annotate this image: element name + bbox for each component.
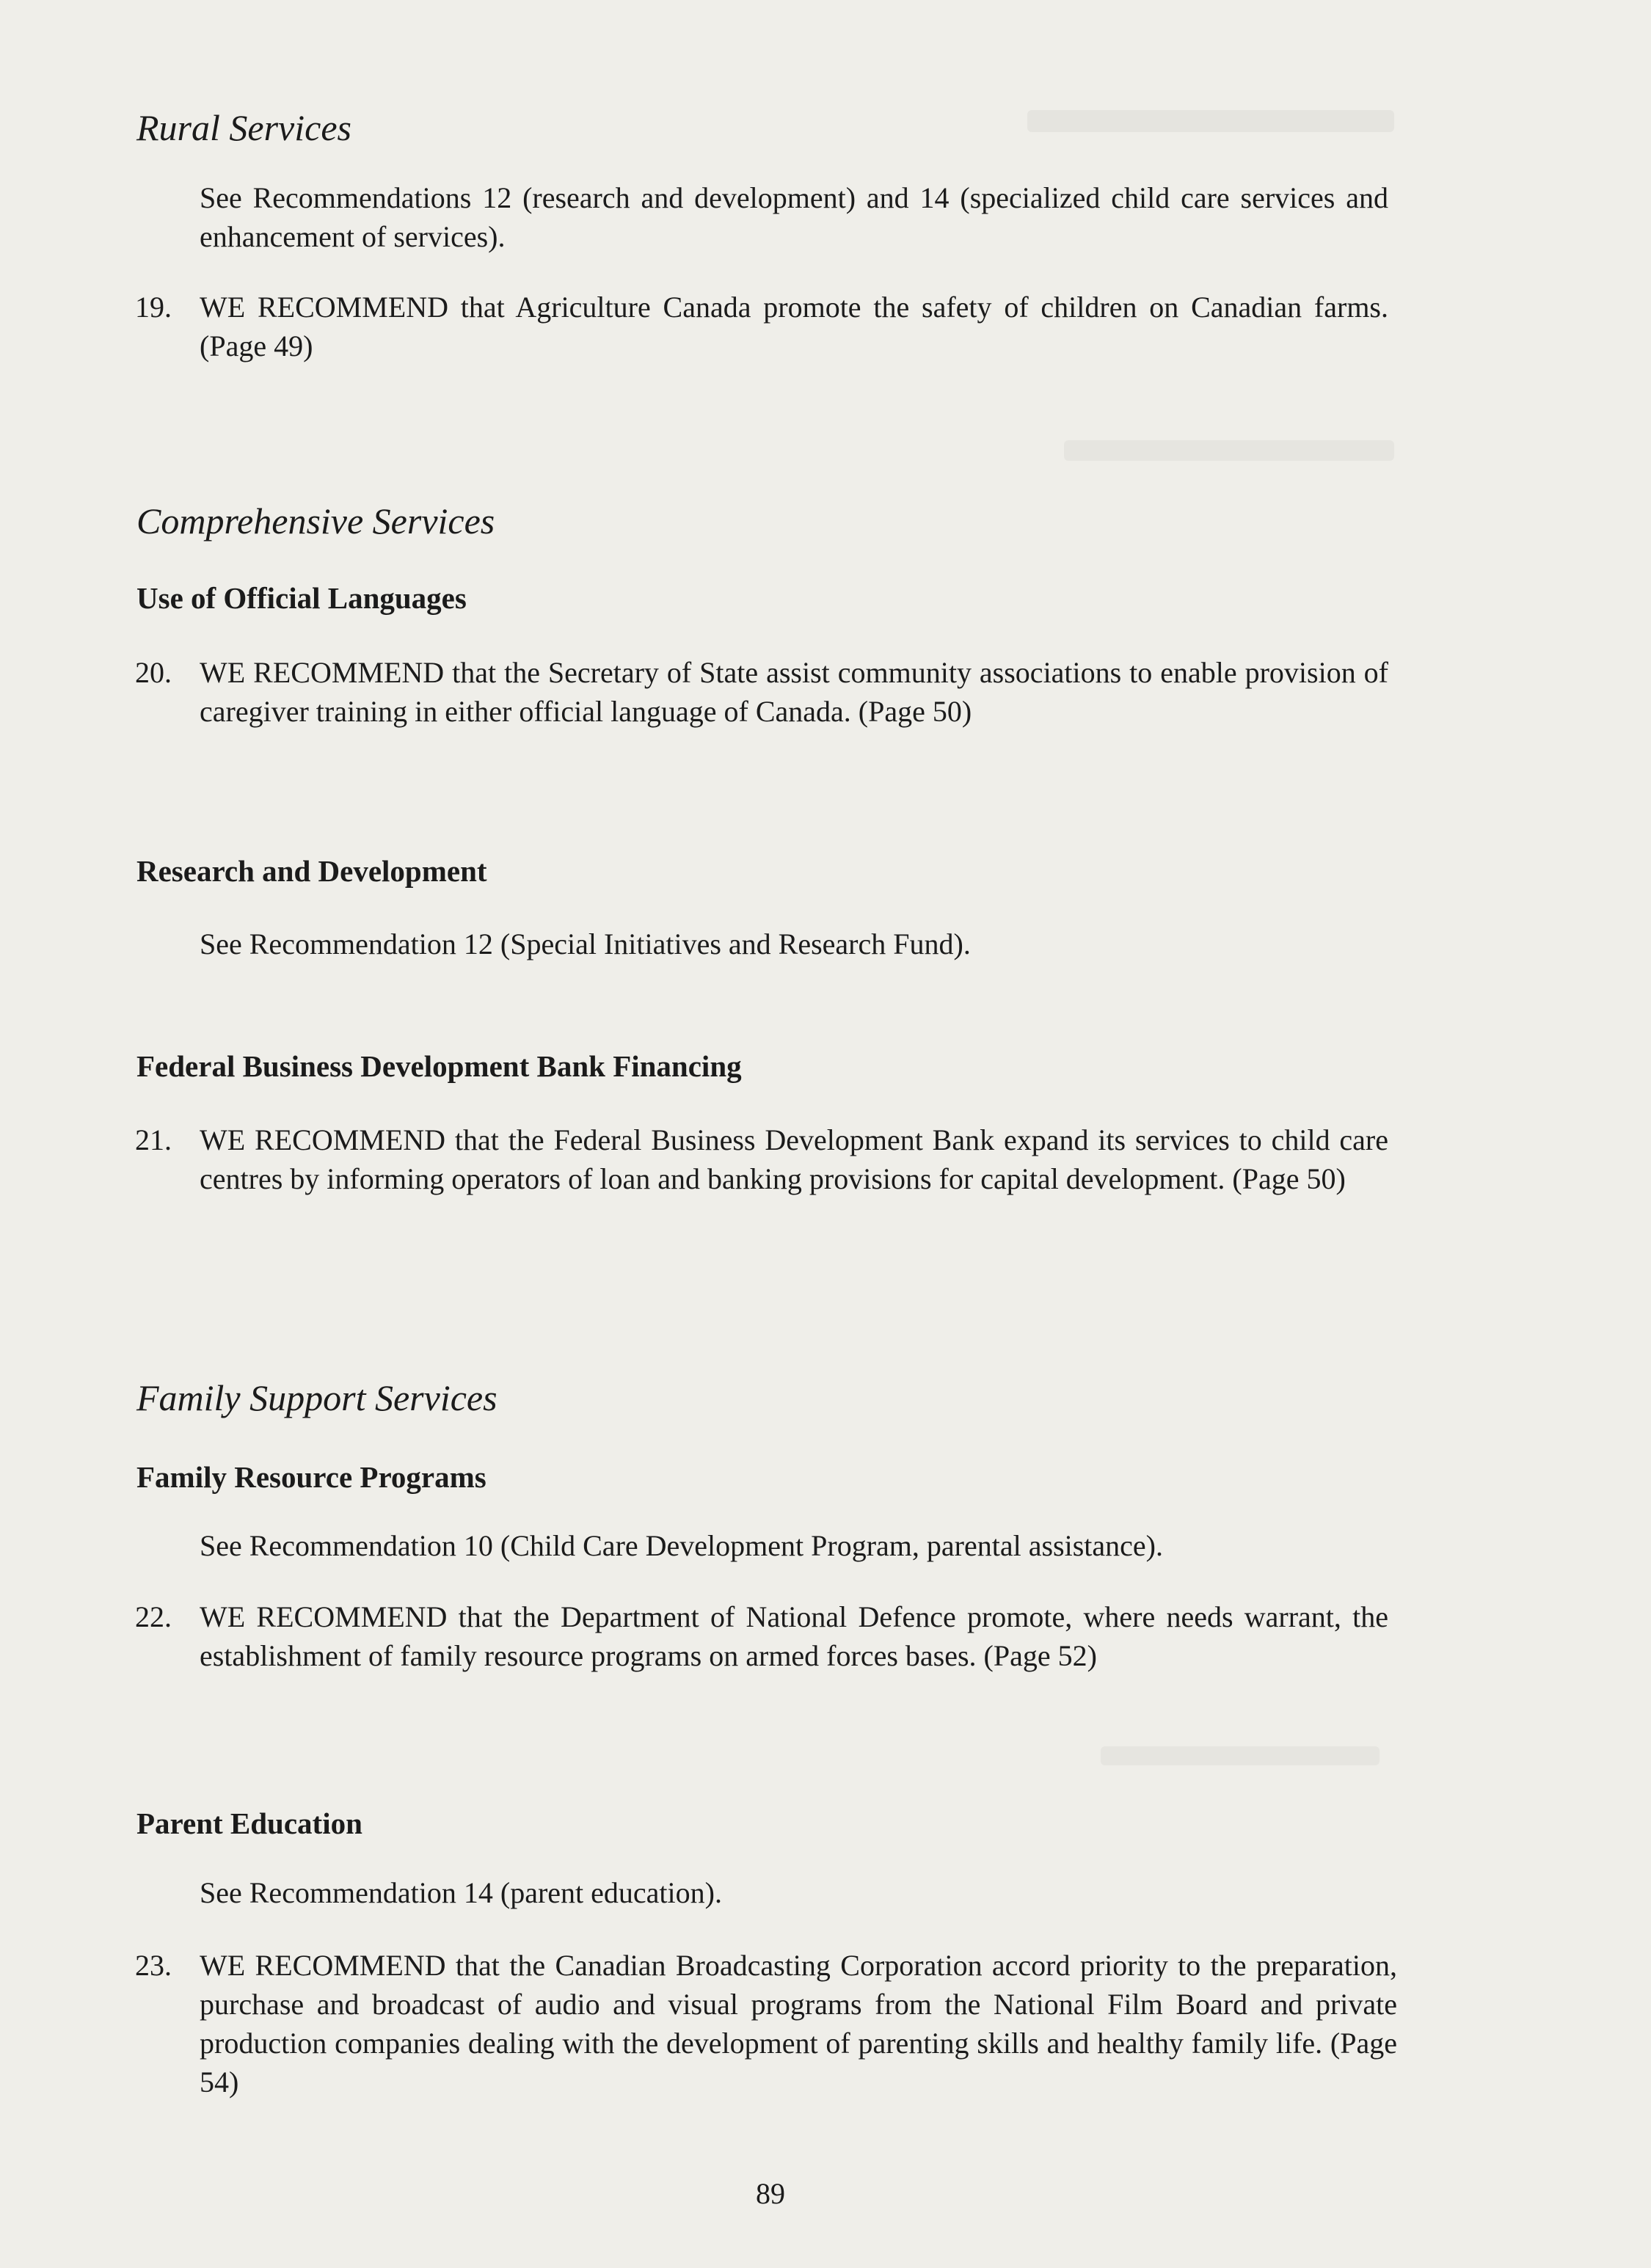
section-title-rural-services: Rural Services (136, 107, 351, 148)
see-recommendation-family-resource: See Recommendation 10 (Child Care Development Program, parental assistance). (200, 1529, 1163, 1562)
bleed-through-shadow (1027, 110, 1394, 132)
recommendation-22 (135, 1597, 1388, 1718)
bleed-through-shadow (1064, 440, 1394, 461)
recommendation-text: WE RECOMMEND that the Department of National Defence promote, where needs warrant, the establishment of family resource programs on armed forces bases. (Page 52) (200, 1600, 1388, 1672)
subheading-parent-education: Parent Education (136, 1806, 362, 1840)
recommendation-19 (135, 288, 1388, 368)
recommendation-text: WE RECOMMEND that the Secretary of State assist community associations to enable provision of caregiver training in either official language of Canada. (Page 50) (200, 656, 1388, 728)
subheading-family-resource-programs: Family Resource Programs (136, 1460, 486, 1494)
recommendation-23 (135, 1946, 1397, 2107)
see-recommendation-parent-education: See Recommendation 14 (parent education). (200, 1876, 722, 1909)
recommendation-21 (135, 1120, 1388, 1241)
recommendation-number: 22. (135, 1600, 172, 1633)
subheading-fbdb-financing: Federal Business Development Bank Financing (136, 1049, 742, 1083)
subheading-official-languages: Use of Official Languages (136, 581, 467, 615)
section-title-family-support-services: Family Support Services (136, 1377, 498, 1418)
bleed-through-shadow (1101, 1746, 1380, 1765)
recommendation-text: WE RECOMMEND that the Canadian Broadcasting Corporation accord priority to the preparation, purchase and broadcast of audio and visual programs from the National Film Board and private production companies dealing with the development of parenting skills and healthy family life. (Page 54) (200, 1949, 1397, 2099)
page-number: 89 (756, 2177, 785, 2210)
recommendation-number: 21. (135, 1123, 172, 1156)
recommendation-text: WE RECOMMEND that the Federal Business Development Bank expand its services to child care centres by informing operators of loan and banking provisions for capital development. (Page 50) (200, 1123, 1388, 1195)
recommendation-20 (135, 653, 1388, 774)
see-recommendations-rural: See Recommendations 12 (research and development) and 14 (specialized child care services and enhancement of services). (200, 181, 1388, 253)
recommendation-number: 19. (135, 291, 172, 324)
recommendation-number: 23. (135, 1949, 172, 1982)
recommendation-number: 20. (135, 656, 172, 689)
subheading-research-development: Research and Development (136, 854, 487, 888)
section-title-comprehensive-services: Comprehensive Services (136, 500, 495, 542)
recommendation-text: WE RECOMMEND that Agriculture Canada promote the safety of children on Canadian farms. (Page 49) (200, 291, 1388, 362)
see-recommendation-research: See Recommendation 12 (Special Initiatives and Research Fund). (200, 927, 971, 960)
